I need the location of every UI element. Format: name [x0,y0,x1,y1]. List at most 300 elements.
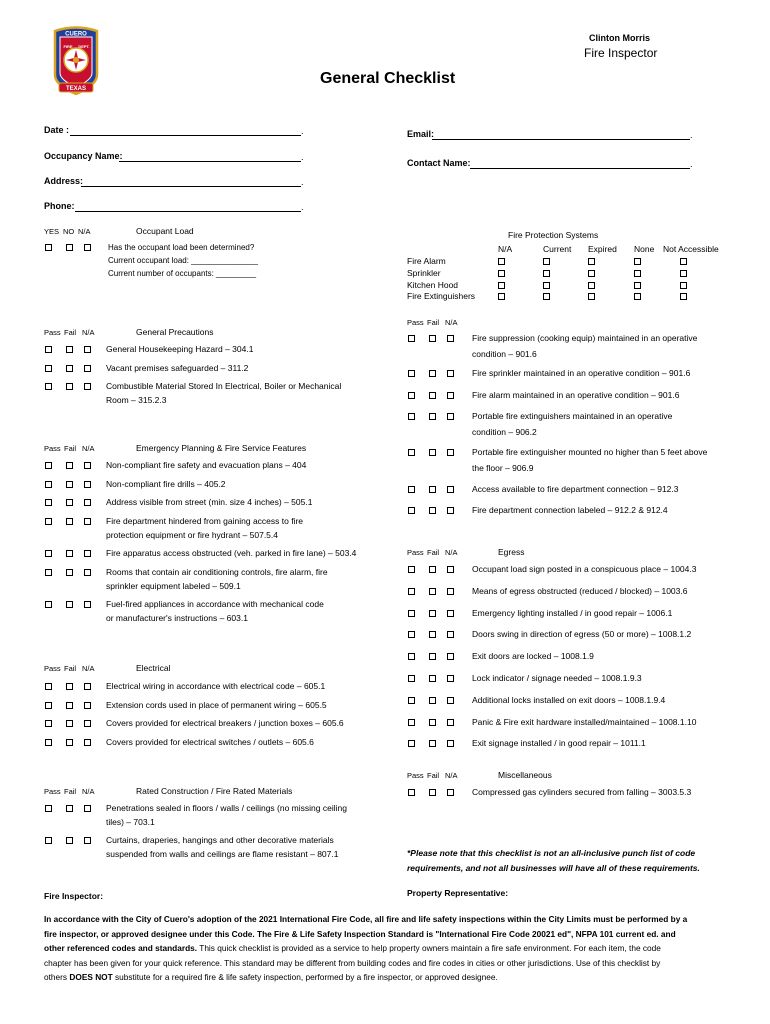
fail-checkbox[interactable] [66,518,73,525]
na-checkbox[interactable] [447,610,454,617]
checklist-item [45,461,375,473]
checklist-item [408,630,738,642]
pass-checkbox[interactable] [45,346,52,353]
footer-line-2: fire inspector, or approved designee under this Code. The Fire & Life Safety Inspection Standard is "International Fire Code 20021 ed", NFPA 101 current ed. and [44,928,676,939]
item-text [106,565,328,593]
pass-checkbox[interactable] [45,365,52,372]
fail-checkbox[interactable] [66,383,73,390]
item-text [106,735,314,749]
item-text [472,583,687,599]
fail-checkbox[interactable] [429,507,436,514]
fail-header: Fail [64,328,77,337]
item-text-line: Non-compliant fire safety and evacuation plans – 404 [106,460,307,470]
pass-header: Pass [44,787,61,796]
pass-checkbox[interactable] [45,499,52,506]
fps-not-accessible-checkbox[interactable] [680,282,687,289]
egress-heading: Egress [498,547,525,557]
na-header: N/A [78,227,91,236]
item-text-line: tiles) – 703.1 [106,817,155,827]
item-text [472,561,696,577]
fail-checkbox[interactable] [429,566,436,573]
item-text [106,458,306,472]
na-header: N/A [82,664,95,673]
pass-checkbox[interactable] [45,702,52,709]
fail-checkbox[interactable] [429,675,436,682]
item-text [472,692,665,708]
fps-none-checkbox[interactable] [634,270,641,277]
fps-na-checkbox[interactable] [498,282,505,289]
na-checkbox[interactable] [84,346,91,353]
footer-line-3a: other referenced codes and standards. [44,943,198,953]
item-text-line: Rooms that contain air conditioning controls, fire alarm, fire [106,566,328,577]
na-checkbox[interactable] [447,486,454,493]
fail-checkbox[interactable] [66,462,73,469]
checklist-item [45,566,375,591]
na-checkbox[interactable] [84,481,91,488]
footer-line-4: chapter has been given for your quick reference. This standard may be different from building codes and fire codes in cities or other jurisdictions. Use of this checklist by [44,957,661,968]
misc-heading: Miscellaneous [498,770,552,780]
col-current: Current [543,244,572,254]
fail-checkbox[interactable] [66,739,73,746]
na-header: N/A [82,328,95,337]
item-text-line: Penetrations sealed in floors / walls / ceilings (no missing ceiling [106,803,347,813]
occupant-load-question: Has the occupant load been determined? [108,243,255,252]
no-header: NO [63,227,75,236]
checklist-item [408,652,738,664]
na-checkbox[interactable] [84,837,91,844]
logo-right-text: DEPT. [78,44,90,49]
item-text-line: Non-compliant fire drills – 405.2 [106,478,226,489]
fail-checkbox[interactable] [66,550,73,557]
fps-current-checkbox[interactable] [543,282,550,289]
fps-not-accessible-checkbox[interactable] [680,270,687,277]
fire-badge-icon [51,25,101,95]
checklist-item [408,333,738,359]
item-text-line: Fire alarm maintained in an operative condition – 901.6 [472,389,680,400]
item-text [472,648,594,664]
item-text [472,784,691,800]
item-text-line: Portable fire extinguisher mounted no higher than 5 feet above [472,447,708,457]
checklist-item [408,587,738,599]
footer-line-5a: others [44,972,70,982]
fps-none-checkbox[interactable] [634,282,641,289]
fail-checkbox[interactable] [66,365,73,372]
na-checkbox[interactable] [447,507,454,514]
item-text-line: Additional locks installed on exit doors – 1008.1.9.4 [472,694,666,705]
fail-header: Fail [64,664,77,673]
na-checkbox[interactable] [447,413,454,420]
checklist-item [408,447,738,473]
checklist-item [408,485,738,497]
col-expired: Expired [588,244,617,254]
pass-fail-na-header [407,318,467,328]
item-text-line: Covers provided for electrical switches / outlets – 605.6 [106,737,314,748]
item-text-line: Fire suppression (cooking equip) maintained in an operative [472,333,698,343]
item-text [472,444,707,476]
na-checkbox[interactable] [84,499,91,506]
fail-header: Fail [64,444,77,453]
item-text-line: Exit doors are locked – 1008.1.9 [472,651,594,662]
item-text-line: the floor – 906.9 [472,463,534,473]
checklist-item [408,674,738,686]
email-field[interactable] [432,139,690,140]
address-label: Address: [44,176,84,186]
pass-fail-na-header [407,548,467,558]
item-text-line: Panic & Fire exit hardware installed/maintained – 1008.1.10 [472,716,697,727]
checklist-item [45,598,375,623]
fail-checkbox[interactable] [429,653,436,660]
pass-checkbox[interactable] [408,789,415,796]
fail-checkbox[interactable] [66,481,73,488]
na-checkbox[interactable] [84,550,91,557]
fail-checkbox[interactable] [66,569,73,576]
checklist-item [45,682,375,694]
checklist-item [45,719,375,731]
na-checkbox[interactable] [447,335,454,342]
emergency-heading: Emergency Planning & Fire Service Features [136,443,307,453]
item-text [106,495,312,509]
pass-checkbox[interactable] [45,481,52,488]
na-checkbox[interactable] [447,719,454,726]
na-checkbox[interactable] [84,805,91,812]
fire-protection-columns [0,244,770,254]
item-text [106,698,327,712]
general-heading: General Precautions [136,327,214,337]
phone-label: Phone: [44,201,75,211]
checklist-item [408,506,738,518]
field-period: . [301,152,304,162]
item-text-line: Portable fire extinguishers maintained in an operative [472,411,673,421]
pass-checkbox[interactable] [45,569,52,576]
checklist-item [45,364,375,376]
pass-header: Pass [44,664,61,673]
na-checkbox[interactable] [84,601,91,608]
address-field[interactable] [81,186,301,187]
fps-current-checkbox[interactable] [543,270,550,277]
fire-inspector-signature-label: Fire Inspector: [44,891,104,901]
field-period: . [301,126,304,136]
fps-expired-checkbox[interactable] [588,258,595,265]
na-checkbox[interactable] [447,789,454,796]
fps-expired-checkbox[interactable] [588,270,595,277]
col-na: N/A [498,244,513,254]
fail-checkbox[interactable] [66,702,73,709]
item-text-line: Fire sprinkler maintained in an operative condition – 901.6 [472,368,691,378]
occupant-load-heading: Occupant Load [136,226,194,236]
pass-header: Pass [407,548,424,557]
fps-row-label: Kitchen Hood [407,279,459,290]
footer-does-not: DOES NOT [69,972,113,982]
field-period: . [301,177,304,187]
fail-checkbox[interactable] [429,697,436,704]
yes-header: YES [44,227,60,236]
checklist-item [45,516,375,540]
item-text-line: Lock indicator / signage needed – 1008.1.9.3 [472,673,642,683]
pass-checkbox[interactable] [408,335,415,342]
pass-checkbox[interactable] [408,413,415,420]
na-header: N/A [445,771,458,780]
na-header: N/A [82,444,95,453]
checklist-item [45,738,375,750]
pass-header: Pass [44,444,61,453]
fail-checkbox[interactable] [66,601,73,608]
fps-not-accessible-checkbox[interactable] [680,258,687,265]
date-field[interactable] [70,135,301,136]
item-text-line: Electrical wiring in accordance with electrical code – 605.1 [106,681,326,691]
item-text [106,801,347,829]
checklist-item [45,345,375,357]
na-checkbox[interactable] [84,702,91,709]
pass-checkbox[interactable] [45,518,52,525]
item-text-line: protection equipment or fire hydrant – 507.5.4 [106,530,278,540]
na-checkbox[interactable] [447,566,454,573]
field-period: . [301,202,304,212]
fps-row-label: Fire Alarm [407,256,446,266]
fail-checkbox[interactable] [429,740,436,747]
pass-checkbox[interactable] [408,486,415,493]
item-text [472,330,697,362]
item-text-line: Fire department connection labeled – 912.2 & 912.4 [472,505,668,515]
fail-checkbox[interactable] [429,413,436,420]
fail-checkbox[interactable] [429,486,436,493]
item-text [106,833,338,861]
pass-header: Pass [407,771,424,780]
pass-checkbox[interactable] [408,392,415,399]
item-text [472,605,672,621]
fps-na-checkbox[interactable] [498,258,505,265]
fps-current-checkbox[interactable] [543,293,550,300]
fps-none-checkbox[interactable] [634,293,641,300]
item-text [106,514,303,542]
occupant-column-header [44,227,104,237]
na-checkbox[interactable] [84,462,91,469]
fail-checkbox[interactable] [429,610,436,617]
footer-line-3 [44,941,744,956]
item-text-line: General Housekeeping Hazard – 304.1 [106,344,254,354]
pass-checkbox[interactable] [408,740,415,747]
fps-na-checkbox[interactable] [498,270,505,277]
checklist-item [45,480,375,492]
pass-checkbox[interactable] [45,601,52,608]
item-text-line: Fuel-fired appliances in accordance with mechanical code [106,598,324,609]
item-text [472,714,696,730]
na-checkbox[interactable] [84,683,91,690]
fail-checkbox[interactable] [66,837,73,844]
pass-fail-na-header [44,664,104,674]
pass-checkbox[interactable] [408,653,415,660]
fail-checkbox[interactable] [429,588,436,595]
fail-checkbox[interactable] [429,789,436,796]
field-period: . [690,159,693,169]
pass-checkbox[interactable] [45,720,52,727]
item-text-line: or manufacturer's instructions – 603.1 [106,612,248,623]
checklist-item [408,609,738,621]
pass-checkbox[interactable] [408,588,415,595]
item-text [472,365,690,381]
pass-checkbox[interactable] [45,837,52,844]
occupancy-label: Occupancy Name: [44,151,123,161]
na-checkbox[interactable] [447,370,454,377]
item-text [472,626,691,642]
fire-protection-heading: Fire Protection Systems [508,230,599,240]
na-header: N/A [82,787,95,796]
na-checkbox[interactable] [84,365,91,372]
na-checkbox[interactable] [447,392,454,399]
item-text-line: Access available to fire department connection – 912.3 [472,484,679,494]
item-text-line: condition – 901.6 [472,349,537,359]
phone-field[interactable] [75,211,301,212]
checklist-item [408,788,738,800]
na-checkbox[interactable] [84,739,91,746]
item-text-line: Address visible from street (min. size 4 inches) – 505.1 [106,497,313,507]
fail-checkbox[interactable] [429,335,436,342]
item-text-line: Room – 315.2.3 [106,395,167,405]
na-checkbox[interactable] [84,720,91,727]
pass-header: Pass [44,328,61,337]
fail-checkbox[interactable] [429,719,436,726]
fps-expired-checkbox[interactable] [588,282,595,289]
item-text-line: Covers provided for electrical breakers / junction boxes – 605.6 [106,718,344,729]
item-text-line: Vacant premises safeguarded – 311.2 [106,362,249,373]
item-text-line: Doors swing in direction of egress (50 or more) – 1008.1.2 [472,629,692,640]
na-checkbox[interactable] [84,518,91,525]
item-text-line: Means of egress obstructed (reduced / blocked) – 1003.6 [472,585,688,596]
na-checkbox[interactable] [447,588,454,595]
pass-checkbox[interactable] [45,550,52,557]
pass-checkbox[interactable] [45,739,52,746]
fail-checkbox[interactable] [429,631,436,638]
item-text-line: Exit signage installed / in good repair – 1011.1 [472,738,646,749]
pass-checkbox[interactable] [408,697,415,704]
contact-label: Contact Name: [407,158,471,168]
na-checkbox[interactable] [447,675,454,682]
col-not-accessible: Not Accessible [663,244,719,254]
item-text [106,597,324,625]
fps-none-checkbox[interactable] [634,258,641,265]
fps-current-checkbox[interactable] [543,258,550,265]
pass-checkbox[interactable] [408,507,415,514]
item-text [472,387,679,403]
pass-checkbox[interactable] [408,631,415,638]
pass-checkbox[interactable] [45,462,52,469]
item-text-line: Fire apparatus access obstructed (veh. parked in fire lane) – 503.4 [106,548,357,558]
pass-checkbox[interactable] [45,383,52,390]
pass-checkbox[interactable] [408,610,415,617]
na-header: N/A [445,318,458,327]
na-header: N/A [445,548,458,557]
na-checkbox[interactable] [84,383,91,390]
logo-left-text: FIRE [63,44,73,49]
fps-row-label: Sprinkler [407,267,441,278]
fail-header: Fail [427,771,440,780]
item-text [106,342,253,356]
checklist-item [45,498,375,510]
fail-checkbox[interactable] [66,499,73,506]
footer-line-5c: substitute for a required fire & life safety inspection, performed by a fire inspector, or approved designee. [112,972,498,982]
logo-top-text: CUERO [65,31,87,38]
pass-fail-na-header [44,444,104,454]
pass-header: Pass [407,318,424,327]
inspector-role: Fire Inspector [584,46,658,60]
pass-fail-na-header [407,771,467,781]
pass-checkbox[interactable] [45,805,52,812]
fps-na-checkbox[interactable] [498,293,505,300]
fail-checkbox[interactable] [429,449,436,456]
checklist-item [408,391,738,403]
current-occupant-load: Current occupant load: _______________ [108,256,258,265]
note-line-2: requirements, and not all businesses will have all of these requirements. [407,863,700,873]
fps-expired-checkbox[interactable] [588,293,595,300]
occupancy-field[interactable] [119,161,301,162]
fail-header: Fail [427,548,440,557]
fail-checkbox[interactable] [66,683,73,690]
fps-not-accessible-checkbox[interactable] [680,293,687,300]
field-period: . [690,130,693,140]
pass-checkbox[interactable] [408,566,415,573]
item-text-line: Fire department hindered from gaining access to fire [106,516,304,526]
fail-checkbox[interactable] [429,392,436,399]
fail-checkbox[interactable] [66,805,73,812]
footer-line-1: In accordance with the City of Cuero's adoption of the 2021 International Fire Code, all fire and life safety inspections within the City Limits must be performed by a [44,914,688,924]
checklist-item [408,718,738,730]
date-label: Date : [44,125,70,135]
pass-checkbox[interactable] [408,719,415,726]
fail-checkbox[interactable] [429,370,436,377]
item-text [106,361,248,375]
footer-line-5 [44,970,744,985]
na-checkbox[interactable] [447,449,454,456]
footer-line-3b: This quick checklist is provided as a service to help property owners maintain a fire safe environment. For each item, the code [197,943,661,953]
fail-checkbox[interactable] [66,720,73,727]
checklist-item [408,739,738,751]
property-rep-signature-label: Property Representative: [407,888,509,898]
email-label: Email: [407,129,435,139]
na-checkbox[interactable] [447,631,454,638]
fps-row-label: Fire Extinguishers [407,291,476,302]
item-text [472,481,679,497]
page-title: General Checklist [320,70,456,87]
item-text [472,670,642,686]
na-checkbox[interactable] [447,697,454,704]
contact-field[interactable] [470,168,690,169]
pass-checkbox[interactable] [408,370,415,377]
fail-checkbox[interactable] [66,346,73,353]
inspector-name: Clinton Morris [589,33,650,43]
pass-checkbox[interactable] [45,683,52,690]
item-text-line: sprinkler equipment labeled – 509.1 [106,580,241,591]
na-checkbox[interactable] [447,740,454,747]
current-number-occupants: Current number of occupants: _________ [108,269,257,278]
item-text-line: suspended from walls and ceilings are flame resistant – 807.1 [106,849,339,859]
checklist-item [45,381,375,405]
item-text-line: Emergency lighting installed / in good repair – 1006.1 [472,607,673,618]
checklist-item [45,803,375,827]
pass-checkbox[interactable] [408,449,415,456]
checklist-item [45,701,375,713]
pass-fail-na-header [44,787,104,797]
item-text [106,546,356,560]
fail-header: Fail [427,318,440,327]
item-text [472,735,646,751]
checklist-item [408,565,738,577]
checklist-item [408,696,738,708]
pass-checkbox[interactable] [408,675,415,682]
checklist-item [408,369,738,381]
na-checkbox[interactable] [447,653,454,660]
na-checkbox[interactable] [84,569,91,576]
item-text-line: Occupant load sign posted in a conspicuous place – 1004.3 [472,564,697,574]
item-text [472,502,668,518]
